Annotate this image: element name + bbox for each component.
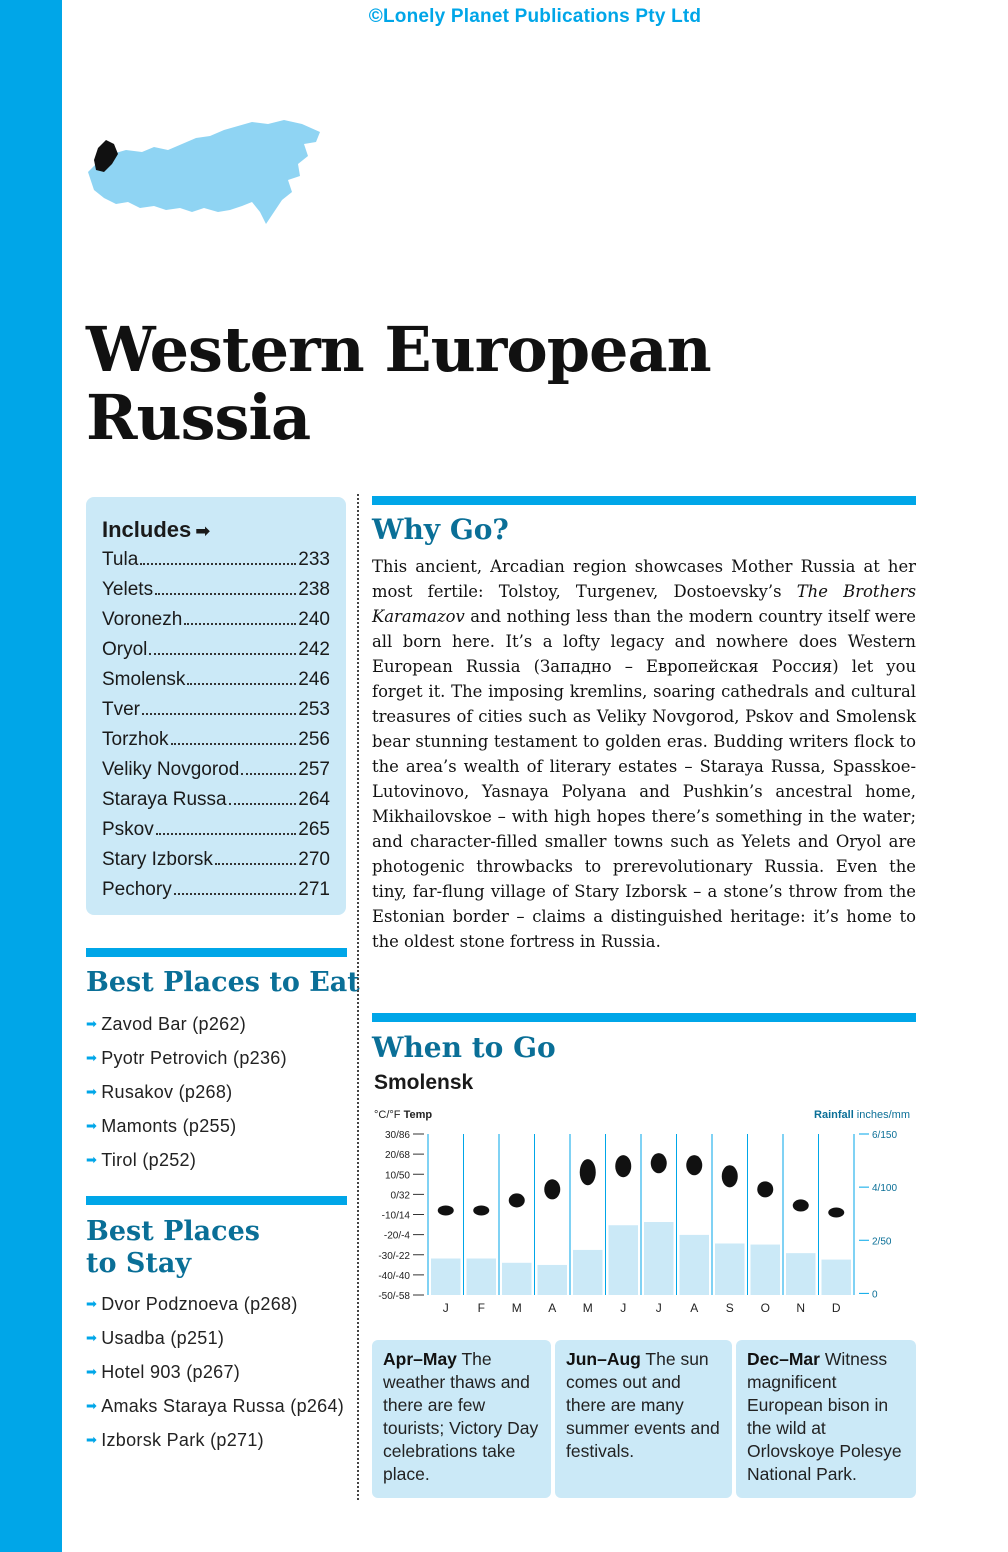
russia-landmass	[88, 120, 320, 224]
temperature-marker	[686, 1155, 702, 1175]
includes-item-name: Veliky Novgorod	[102, 759, 240, 780]
includes-item-name: Staraya Russa	[102, 789, 227, 810]
includes-item-name: Stary Izborsk	[102, 849, 213, 870]
dot-leader	[187, 683, 296, 685]
arrow-right-icon: ➡	[86, 1432, 98, 1447]
dot-leader	[155, 593, 296, 595]
arrow-right-icon: ➡	[86, 1296, 98, 1311]
includes-item-page: 257	[298, 759, 330, 780]
temperature-marker	[615, 1155, 631, 1177]
temperature-marker	[722, 1165, 738, 1187]
list-item	[86, 1080, 348, 1104]
when-to-go-rule	[372, 1013, 916, 1022]
season-box-apr-may	[372, 1340, 551, 1498]
list-item-text: Rusakov (p268)	[101, 1082, 233, 1102]
copyright-notice: ©Lonely Planet Publications Pty Ltd	[368, 6, 702, 27]
month-label: A	[548, 1301, 557, 1315]
list-item	[86, 1114, 348, 1138]
temp-tick-label: -30/-22	[378, 1250, 410, 1262]
month-label: D	[831, 1301, 841, 1315]
list-item	[86, 1428, 348, 1452]
includes-item	[102, 609, 330, 639]
month-label: J	[620, 1301, 627, 1315]
rain-tick-label: 2/50	[872, 1236, 892, 1248]
includes-item	[102, 819, 330, 849]
arrow-right-icon: ➡	[86, 1118, 98, 1133]
includes-item	[102, 579, 330, 609]
list-item	[86, 1012, 348, 1036]
rainfall-bar	[715, 1243, 745, 1295]
rain-axis-label: Rainfall inches/mm	[814, 1109, 910, 1121]
month-label: O	[760, 1301, 770, 1315]
includes-item	[102, 759, 330, 789]
temp-tick-label: -10/14	[381, 1210, 410, 1222]
includes-item-name: Oryol	[102, 639, 148, 660]
includes-item-page: 253	[298, 699, 330, 720]
list-item-text: Hotel 903 (p267)	[101, 1362, 241, 1382]
best-stay-heading	[86, 1216, 260, 1280]
list-item	[86, 1360, 348, 1384]
rainfall-bar	[502, 1263, 532, 1295]
dot-leader	[229, 803, 297, 805]
rain-tick-label: 0	[872, 1289, 878, 1301]
temperature-marker	[544, 1179, 560, 1199]
month-label: M	[511, 1301, 522, 1315]
list-item-text: Mamonts (p255)	[101, 1116, 237, 1136]
rainfall-bar	[573, 1250, 603, 1295]
climate-city: Smolensk	[374, 1071, 474, 1094]
arrow-right-icon: ➡	[86, 1398, 98, 1413]
season-box-jun-aug	[555, 1340, 732, 1498]
why-go-heading: Why Go?	[372, 513, 509, 546]
best-stay-list	[86, 1292, 348, 1462]
climate-chart	[372, 1102, 916, 1322]
list-item-text: Usadba (p251)	[101, 1328, 225, 1348]
when-to-go-heading: When to Go	[372, 1031, 556, 1064]
month-label: F	[477, 1301, 485, 1315]
includes-item	[102, 639, 330, 669]
arrow-right-icon: ➡	[195, 521, 211, 541]
list-item	[86, 1394, 348, 1418]
rainfall-bar	[680, 1235, 710, 1295]
arrow-right-icon: ➡	[86, 1152, 98, 1167]
includes-item-name: Torzhok	[102, 729, 169, 750]
month-label: A	[690, 1301, 699, 1315]
includes-item-page: 238	[298, 579, 330, 600]
rainfall-bar	[822, 1260, 852, 1295]
rainfall-bar	[609, 1225, 639, 1295]
rain-tick-label: 6/150	[872, 1130, 898, 1141]
best-eat-heading: Best Places to Eat	[86, 967, 360, 998]
best-eat-list	[86, 1012, 348, 1182]
temp-tick-label: 10/50	[384, 1170, 410, 1182]
dot-leader	[215, 863, 296, 865]
temperature-marker	[580, 1159, 596, 1185]
best-stay-heading-line-1: Best Places	[86, 1216, 260, 1247]
best-stay-heading-line-2: to Stay	[86, 1248, 192, 1279]
list-item-text: Dvor Podznoeva (p268)	[101, 1294, 298, 1314]
dot-leader	[142, 713, 296, 715]
dot-leader	[171, 743, 297, 745]
includes-item-name: Yelets	[102, 579, 154, 600]
includes-item	[102, 549, 330, 579]
page-title	[86, 313, 711, 454]
temp-tick-label: 0/32	[390, 1190, 410, 1202]
title-line-2: Russia	[86, 381, 311, 454]
season-text: The sun comes out and there are many summer events and festivals.	[566, 1349, 720, 1461]
includes-list	[102, 549, 330, 909]
stay-section-rule	[86, 1196, 347, 1205]
includes-item-name: Tula	[102, 549, 139, 570]
month-label: J	[655, 1301, 662, 1315]
temperature-marker	[473, 1205, 489, 1215]
includes-item-page: 270	[298, 849, 330, 870]
arrow-right-icon: ➡	[86, 1084, 98, 1099]
month-label: J	[442, 1301, 449, 1315]
includes-item-page: 246	[298, 669, 330, 690]
eat-section-rule	[86, 948, 347, 957]
season-title: Jun–Aug	[566, 1349, 641, 1369]
includes-heading-text: Includes	[102, 517, 192, 542]
season-text: The weather thaws and there are few tourists; Victory Day celebrations take place.	[383, 1349, 539, 1484]
why-go-text-end: and nothing less than the modern country itself were all born here. It’s a lofty legacy and nowhere does Western European Russia (Западно – Европейская Россия) let you forget it. The imposing kremlins, soaring cathedrals and cultural treasures of cities such as Veliky Novgorod, Pskov and Smolensk bear stunning testament to golden eras. Budding writers flock to the area’s wealth of literary estates – Staraya Russa, Spasskoe-Lutovinovo, Yasnaya Polyana and Pushkin’s ancestral home, Mikhailovskoe – with high hopes there’s something in the water; and character-filled smaller towns such as Yelets and Oryol are photogenic throwbacks to prerevolutionary Russia. Even the tiny, far-flung village of Stary Izborsk – a stone’s throw from the Estonian border – claims a distinguished heritage: it’s home to the oldest stone fortress in Russia.	[372, 607, 916, 951]
column-divider	[357, 494, 359, 1500]
list-item-text: Pyotr Petrovich (p236)	[101, 1048, 287, 1068]
rainfall-bar	[786, 1253, 816, 1295]
temp-tick-label: 20/68	[384, 1150, 410, 1162]
temperature-marker	[757, 1181, 773, 1197]
includes-item-page: 271	[298, 879, 330, 900]
russia-locator-map	[84, 114, 324, 226]
list-item	[86, 1148, 348, 1172]
season-text: Witness magnificent European bison in the wild at Orlovskoye Polesye National Park.	[747, 1349, 902, 1484]
includes-item-name: Tver	[102, 699, 140, 720]
includes-item	[102, 729, 330, 759]
includes-item	[102, 849, 330, 879]
rainfall-bar	[467, 1259, 497, 1295]
rainfall-bar	[538, 1265, 568, 1295]
temp-tick-label: -40/-40	[378, 1270, 410, 1282]
dot-leader	[140, 563, 296, 565]
temp-tick-label: -50/-58	[378, 1291, 410, 1302]
dot-leader	[241, 773, 296, 775]
dot-leader	[184, 623, 296, 625]
arrow-right-icon: ➡	[86, 1050, 98, 1065]
includes-box	[86, 497, 346, 915]
arrow-right-icon: ➡	[86, 1016, 98, 1031]
dot-leader	[174, 893, 297, 895]
includes-heading	[102, 517, 330, 543]
includes-item-page: 256	[298, 729, 330, 750]
arrow-right-icon: ➡	[86, 1330, 98, 1345]
chart-layer	[378, 1130, 897, 1315]
includes-item-name: Pskov	[102, 819, 154, 840]
includes-item-page: 265	[298, 819, 330, 840]
month-label: M	[582, 1301, 593, 1315]
includes-item	[102, 669, 330, 699]
temp-tick-label: -20/-4	[383, 1230, 410, 1242]
list-item-text: Izborsk Park (p271)	[101, 1430, 264, 1450]
includes-item-page: 242	[298, 639, 330, 660]
why-go-rule	[372, 496, 916, 505]
arrow-right-icon: ➡	[86, 1364, 98, 1379]
temperature-marker	[828, 1207, 844, 1217]
month-label: N	[796, 1301, 806, 1315]
includes-item-name: Smolensk	[102, 669, 186, 690]
title-line-1: Western European	[86, 313, 711, 386]
includes-item-name: Voronezh	[102, 609, 183, 630]
dot-leader	[156, 833, 297, 835]
temperature-marker	[793, 1199, 809, 1211]
includes-item	[102, 699, 330, 729]
temperature-marker	[651, 1153, 667, 1173]
temperature-marker	[509, 1193, 525, 1207]
includes-item-page: 264	[298, 789, 330, 810]
includes-item	[102, 789, 330, 819]
why-go-paragraph	[372, 554, 916, 954]
book-title: The Brothers Karamazov	[372, 582, 916, 626]
list-item	[86, 1326, 348, 1350]
temp-axis-label: °C/°F Temp	[374, 1109, 433, 1121]
temperature-marker	[438, 1205, 454, 1215]
season-title: Dec–Mar	[747, 1349, 820, 1369]
month-label: S	[725, 1301, 734, 1315]
includes-item-page: 240	[298, 609, 330, 630]
list-item-text: Zavod Bar (p262)	[101, 1014, 247, 1034]
temp-tick-label: 30/86	[384, 1130, 410, 1141]
why-go-text-start: This ancient, Arcadian region showcases Mother Russia at her most fertile: Tolstoy, Turgenev, Dostoevsky’s	[372, 557, 916, 601]
includes-item-page: 233	[298, 549, 330, 570]
left-color-bar	[0, 0, 62, 1552]
list-item-text: Tirol (p252)	[101, 1150, 197, 1170]
includes-item-name: Pechory	[102, 879, 172, 900]
rainfall-bar	[644, 1222, 674, 1295]
list-item	[86, 1046, 348, 1070]
includes-item	[102, 879, 330, 909]
list-item-text: Amaks Staraya Russa (p264)	[101, 1396, 345, 1416]
rainfall-bar	[431, 1259, 461, 1295]
rain-tick-label: 4/100	[872, 1183, 898, 1195]
rainfall-bar	[751, 1245, 781, 1295]
list-item	[86, 1292, 348, 1316]
season-box-dec-mar	[736, 1340, 916, 1498]
dot-leader	[149, 653, 296, 655]
season-title: Apr–May	[383, 1349, 457, 1369]
